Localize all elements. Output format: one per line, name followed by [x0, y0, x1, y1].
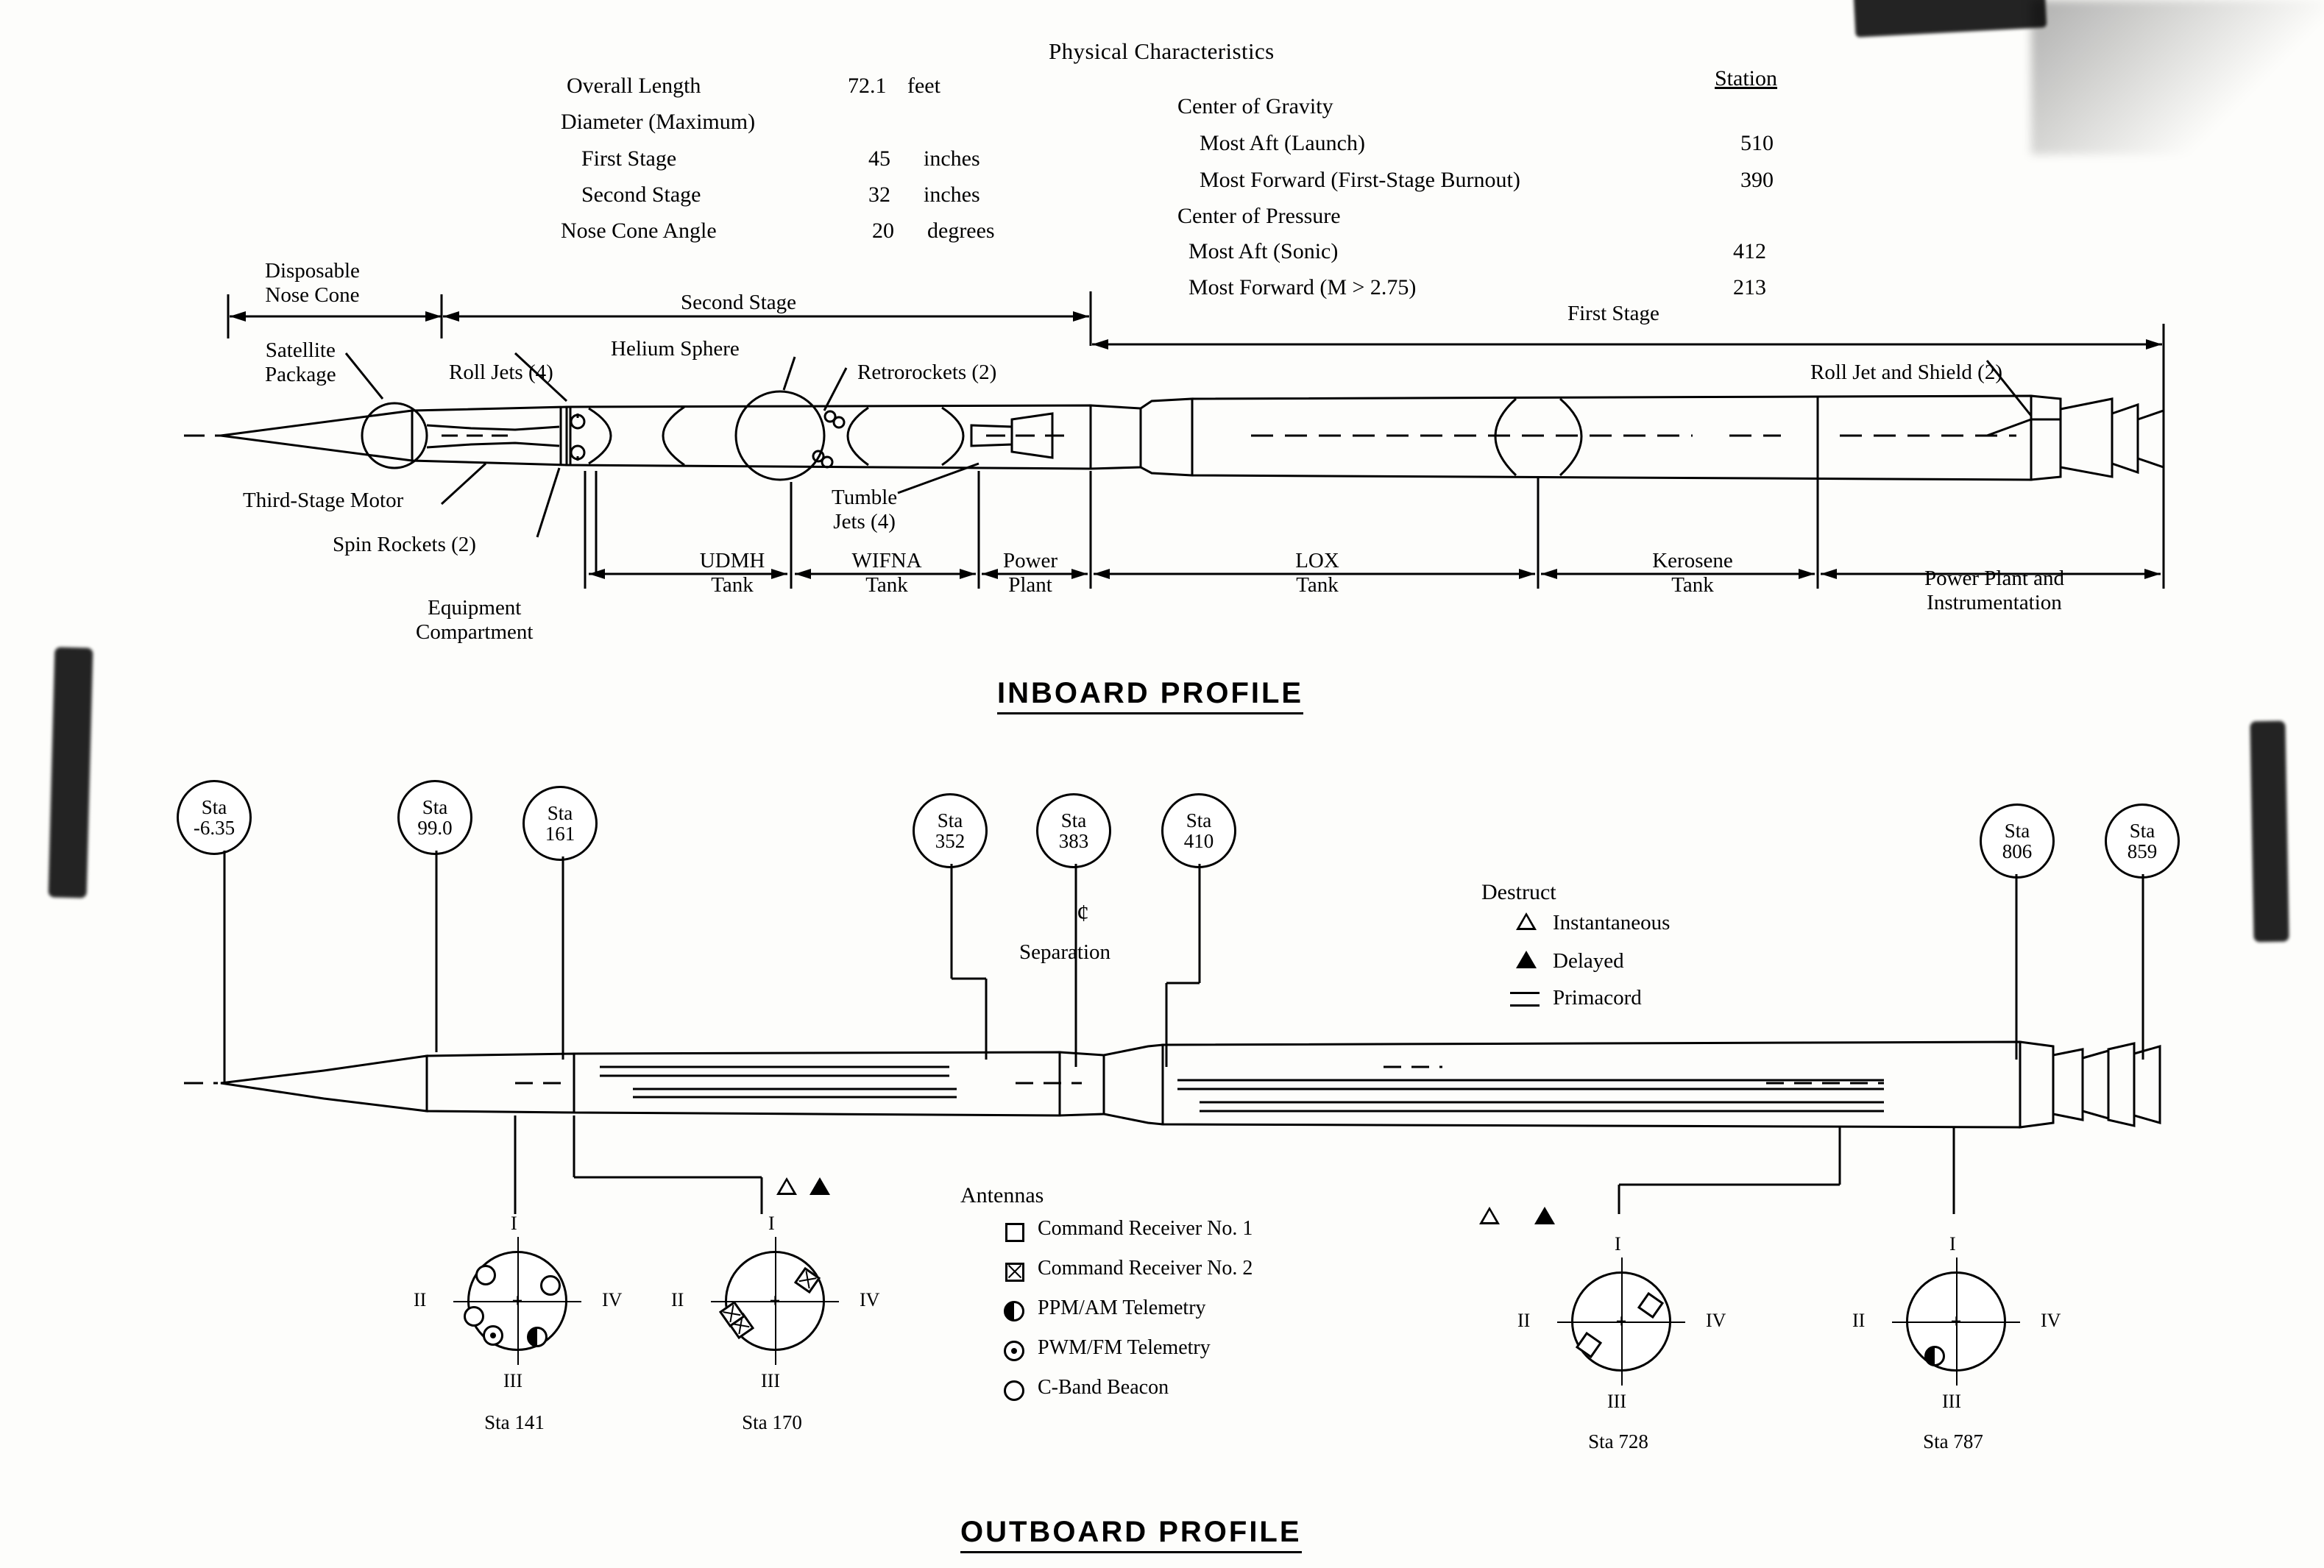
callout-retrorockets: Retrorockets (2): [857, 361, 997, 384]
section-kerosene-tank-line2: Tank: [1671, 573, 1714, 597]
label-disposable-nose-cone: [265, 259, 360, 308]
marker-command-receiver-1-a: [1576, 1332, 1602, 1358]
separation-symbol: ¢: [1077, 900, 1089, 927]
spec-value-most-aft-sonic: 412: [1733, 239, 1766, 263]
section-power-plant: [971, 549, 1089, 598]
callout-spin-rockets: Spin Rockets (2): [333, 533, 476, 556]
destruct-marker-delayed-stage1: [1534, 1207, 1555, 1224]
label-disposable-nose-cone-line2: Nose Cone: [265, 283, 360, 308]
clock-141-quadrant-III: III: [503, 1370, 522, 1391]
section-udmh-tank-line1: UDMH: [699, 549, 765, 572]
spec-value-most-aft-launch: 510: [1740, 131, 1774, 155]
antenna-item-command-receiver-2: Command Receiver No. 2: [1038, 1257, 1253, 1280]
section-lox-tank-line1: LOX: [1295, 549, 1339, 572]
marker-c-band-beacon-1: [475, 1265, 496, 1285]
clock-170-quadrant-II: II: [671, 1289, 684, 1310]
spec-station-header: Station: [1715, 66, 1778, 91]
destruct-item-delayed: Delayed: [1553, 949, 1624, 973]
antenna-item-pwm-fm-telemetry: PWM/FM Telemetry: [1038, 1336, 1211, 1359]
clock-141-quadrant-II: II: [414, 1289, 427, 1310]
clock-caption-sta-728: Sta 728: [1588, 1430, 1648, 1452]
station-bubble-sta-minus-6-35: [177, 780, 252, 855]
destruct-heading: Destruct: [1481, 880, 1556, 904]
station-bubble-value-6: 410: [1183, 830, 1214, 852]
callout-helium-sphere: Helium Sphere: [611, 337, 740, 361]
clock-728-quadrant-III: III: [1607, 1391, 1626, 1412]
clock-center: +: [1950, 1310, 1962, 1332]
antenna-clock-sta-141: [467, 1251, 567, 1351]
clock-170-quadrant-IV: IV: [860, 1289, 880, 1310]
spec-unit-first-stage-diameter: inches: [924, 146, 980, 171]
section-power-plant-line2: Plant: [1008, 573, 1052, 597]
station-bubble-value-2: 99.0: [417, 817, 453, 839]
callout-satellite-package-line2: Package: [265, 363, 336, 387]
marker-ppm-am-1: [527, 1327, 548, 1347]
callout-equipment-compartment-line2: Compartment: [416, 620, 534, 645]
spec-label-second-stage-diameter: Second Stage: [581, 182, 701, 207]
section-wifna-tank-line1: WIFNA: [851, 549, 922, 572]
spec-label-center-of-gravity: Center of Gravity: [1177, 94, 1333, 118]
clock-caption-sta-787: Sta 787: [1923, 1430, 1983, 1452]
station-bubble-label-8: Sta: [2129, 819, 2155, 842]
clock-center: +: [1615, 1310, 1627, 1332]
station-bubble-label-6: Sta: [1186, 809, 1212, 831]
section-power-plant-instr-line1: Power Plant and: [1924, 567, 2065, 590]
station-bubble-value-3: 161: [545, 823, 575, 845]
clock-728-quadrant-IV: IV: [1706, 1310, 1726, 1331]
destruct-item-primacord: Primacord: [1553, 986, 1642, 1010]
label-second-stage-span: Second Stage: [681, 291, 797, 314]
spec-label-diameter-maximum: Diameter (Maximum): [561, 110, 756, 134]
marker-c-band-beacon-2: [540, 1275, 561, 1296]
station-bubble-label-1: Sta: [201, 795, 227, 818]
label-first-stage-span: First Stage: [1567, 302, 1659, 325]
clock-141-quadrant-I: I: [511, 1213, 517, 1234]
spec-value-most-forward-m275: 213: [1733, 275, 1766, 299]
spec-value-most-forward-burnout: 390: [1740, 168, 1774, 192]
callout-tumble-jets-line2: Jets (4): [833, 510, 896, 534]
clock-728-quadrant-I: I: [1615, 1233, 1621, 1255]
section-wifna-tank-line2: Tank: [865, 573, 908, 597]
station-bubble-value-1: -6.35: [193, 817, 235, 839]
square-open-icon: [1005, 1223, 1024, 1242]
section-power-plant-instr-line2: Instrumentation: [1927, 591, 2062, 615]
destruct-marker-delayed-stage2: [809, 1177, 830, 1195]
station-bubble-label-5: Sta: [1060, 809, 1087, 831]
caption-outboard-profile: OUTBOARD PROFILE: [960, 1516, 1302, 1553]
spec-heading: Physical Characteristics: [1049, 38, 1275, 64]
spec-value-first-stage-diameter: 45: [868, 146, 890, 171]
section-wifna-tank: [821, 549, 953, 598]
square-x-icon: [1005, 1263, 1024, 1282]
section-udmh-tank-line2: Tank: [711, 573, 754, 597]
section-power-plant-instrumentation: [1854, 567, 2134, 616]
clock-787-quadrant-III: III: [1942, 1391, 1961, 1412]
half-circle-icon: [1004, 1301, 1024, 1322]
clock-141-quadrant-IV: IV: [602, 1289, 623, 1310]
marker-command-receiver-2-a: [794, 1267, 821, 1294]
spec-label-most-forward-m275: Most Forward (M > 2.75): [1188, 275, 1417, 299]
station-bubble-label-4: Sta: [937, 809, 963, 831]
antenna-clock-sta-787: [1906, 1271, 2006, 1372]
spec-unit-overall-length: feet: [907, 74, 940, 98]
callout-satellite-package-line1: Satellite: [265, 338, 336, 362]
destruct-marker-instantaneous-stage1: [1479, 1207, 1500, 1224]
circle-open-icon: [1004, 1380, 1024, 1401]
marker-pwm-fm-1: [483, 1325, 503, 1346]
spec-label-overall-length: Overall Length: [567, 74, 701, 98]
marker-command-receiver-1-b: [1637, 1292, 1664, 1319]
marker-ppm-am-2: [1924, 1346, 1945, 1366]
antenna-clock-sta-728: [1571, 1271, 1671, 1372]
section-lox-tank: [1251, 549, 1384, 598]
antenna-clock-sta-170: [725, 1251, 825, 1351]
section-lox-tank-line2: Tank: [1296, 573, 1339, 597]
spec-unit-second-stage-diameter: inches: [924, 182, 980, 207]
section-kerosene-tank: [1612, 549, 1774, 598]
dot-circle-icon: [1004, 1341, 1024, 1361]
clock-caption-sta-170: Sta 170: [742, 1411, 802, 1433]
clock-728-quadrant-II: II: [1517, 1310, 1531, 1331]
separation-label: Separation: [1019, 940, 1111, 964]
clock-170-quadrant-III: III: [761, 1370, 780, 1391]
spec-value-second-stage-diameter: 32: [868, 182, 890, 207]
section-power-plant-line1: Power: [1002, 549, 1058, 572]
callout-roll-jets: Roll Jets (4): [449, 361, 553, 384]
station-bubble-value-8: 859: [2127, 840, 2158, 862]
callout-satellite-package: [265, 338, 336, 388]
antenna-item-command-receiver-1: Command Receiver No. 1: [1038, 1217, 1253, 1240]
spec-label-most-aft-sonic: Most Aft (Sonic): [1188, 239, 1339, 263]
clock-787-quadrant-I: I: [1949, 1233, 1956, 1255]
spec-label-first-stage-diameter: First Stage: [581, 146, 677, 171]
clock-170-quadrant-I: I: [768, 1213, 775, 1234]
clock-787-quadrant-IV: IV: [2041, 1310, 2061, 1331]
callout-third-stage-motor: Third-Stage Motor: [243, 489, 404, 512]
spec-unit-nose-cone-angle: degrees: [927, 219, 995, 243]
callout-roll-jet-and-shield: Roll Jet and Shield (2): [1810, 361, 2002, 384]
spec-label-center-of-pressure: Center of Pressure: [1177, 204, 1341, 228]
station-bubble-value-5: 383: [1058, 830, 1089, 852]
caption-inboard-profile: INBOARD PROFILE: [997, 677, 1303, 714]
antenna-item-c-band-beacon: C-Band Beacon: [1038, 1376, 1169, 1399]
section-udmh-tank: [666, 549, 798, 598]
label-disposable-nose-cone-line1: Disposable: [265, 259, 360, 283]
spec-label-most-forward-burnout: Most Forward (First-Stage Burnout): [1200, 168, 1520, 192]
section-kerosene-tank-line1: Kerosene: [1652, 549, 1733, 572]
spec-label-nose-cone-angle: Nose Cone Angle: [561, 219, 717, 243]
antennas-heading: Antennas: [960, 1183, 1044, 1207]
station-bubble-label-2: Sta: [422, 795, 448, 818]
station-bubble-value-4: 352: [935, 830, 966, 852]
destruct-marker-instantaneous-stage2: [776, 1177, 797, 1195]
spec-value-overall-length: 72.1: [848, 74, 887, 98]
station-bubble-sta-99-0: [397, 780, 472, 855]
marker-c-band-beacon-3: [464, 1306, 484, 1327]
callout-equipment-compartment-line1: Equipment: [428, 596, 522, 620]
callout-tumble-jets-line1: Tumble: [832, 486, 898, 509]
clock-787-quadrant-II: II: [1852, 1310, 1866, 1331]
clock-center: +: [511, 1290, 523, 1311]
scan-artifact-top-right-shadow: [2031, 0, 2324, 155]
station-bubble-value-7: 806: [2002, 840, 2033, 862]
antenna-item-ppm-am-telemetry: PPM/AM Telemetry: [1038, 1296, 1206, 1319]
clock-caption-sta-141: Sta 141: [484, 1411, 545, 1433]
callout-equipment-compartment: [416, 596, 533, 645]
callout-tumble-jets: [832, 486, 897, 535]
outboard-profile-drawing: [0, 846, 2324, 1229]
spec-label-most-aft-launch: Most Aft (Launch): [1200, 131, 1365, 155]
spec-value-nose-cone-angle: 20: [872, 219, 894, 243]
destruct-item-instantaneous: Instantaneous: [1553, 911, 1671, 934]
station-bubble-label-7: Sta: [2004, 819, 2030, 842]
clock-center: +: [769, 1290, 781, 1311]
scan-artifact-top-right: [1854, 0, 2047, 38]
station-bubble-label-3: Sta: [547, 801, 573, 824]
